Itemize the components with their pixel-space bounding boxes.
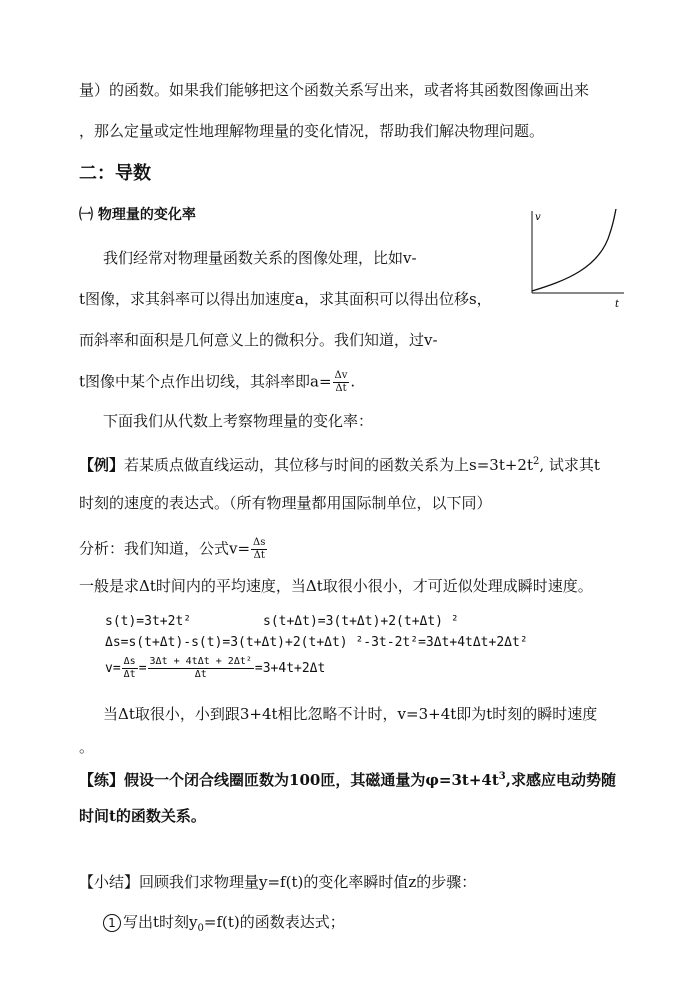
text-run: 若某质点做直线运动，其位移与时间的函数关系为上s=3t+2t [124,456,533,474]
fraction-numerator: Δs [253,537,266,548]
text-run: , 试求其t [539,456,600,474]
paragraph-line: 下面我们从代数上考察物理量的变化率： [103,412,374,430]
text-run: 假设一个闭合线圈匝数为100匝，其磁通量为φ=3t+4t [124,771,499,789]
text-run: ,求感应电动势随 [505,771,616,789]
superscript: 2 [533,456,540,467]
fraction-numerator: Δv [334,370,348,381]
fraction-denominator: Δt [333,382,350,395]
analysis-line [79,537,268,562]
math-line [105,656,325,681]
graph-y-label: v [535,212,541,223]
subscript: 0 [197,923,204,934]
graph-curve [532,209,616,291]
practice-line: 时间t的函数关系。 [79,807,206,825]
math-line: Δs=s(t+Δt)-s(t)=3(t+Δt)+2(t+Δt) ²-3t-2t²=3Δt+4tΔt+2Δt² [105,635,528,650]
paragraph-line: 而斜率和面积是几何意义上的微积分。我们知道，过v- [79,331,438,349]
example-line: 时刻的速度的表达式。（所有物理量都用国际制单位，以下同） [79,494,492,512]
paragraph-line: t图像，求其斜率可以得出加速度a，求其面积可以得出位移s， [79,290,492,308]
text-run: =f(t)的函数表达式； [203,913,345,931]
velocity-fraction [122,656,138,681]
step-line [103,912,345,939]
text-run: = [138,661,147,676]
text-run: 写出t时刻y [123,913,198,931]
math-line: s(t+Δt)=3(t+Δt)+2(t+Δt) ² [263,614,459,629]
text-run: v= [105,661,121,676]
subsection-heading: ㈠ 物理量的变化率 [79,207,196,223]
superscript: 3 [498,771,506,782]
practice-line [79,767,616,790]
math-line: s(t)=3t+2t² [105,614,192,629]
velocity-fraction [251,537,267,562]
text-run: . [350,372,356,391]
example-tag: 【例】 [79,456,125,474]
paragraph-line: 。 [79,738,95,756]
practice-tag: 【练】 [79,771,125,789]
fraction-numerator: Δs [123,656,136,667]
section-heading: 二：导数 [79,163,151,184]
text-run: 分析：我们知道，公式v= [79,539,251,558]
example-line [79,452,600,475]
fraction-numerator: 3Δt + 4tΔt + 2Δt² [149,656,252,667]
velocity-time-graph [520,203,630,311]
slope-fraction [333,370,350,395]
text-run: =3+4t+2Δt [254,661,326,676]
paragraph-line: 我们经常对物理量函数关系的图像处理，比如v- [103,249,417,267]
text-run: 回顾我们求物理量y=f(t)的变化率瞬时值z的步骤： [139,873,477,891]
paragraph-line: ，那么定量或定性地理解物理量的变化情况，帮助我们解决物理问题。 [79,122,545,140]
text-run: t图像中某个点作出切线，其斜率即a= [79,372,332,391]
fraction-denominator: Δt [251,549,267,562]
summary-line [79,872,476,892]
paragraph-line: 当Δt取很小，小到跟3+4t相比忽略不计时，v=3+4t即为t时刻的瞬时速度 [103,705,598,723]
paragraph-line: 量）的函数。如果我们能够把这个函数关系写出来，或者将其函数图像画出来 [79,81,590,99]
step-number-circle: 1 [103,914,121,932]
summary-tag: 【小结】 [79,873,140,891]
paragraph-line [79,370,355,395]
graph-x-label: t [615,299,620,310]
expansion-fraction [148,656,254,681]
fraction-denominator: Δt [123,669,136,680]
fraction-denominator: Δt [148,668,254,681]
paragraph-line: 一般是求Δt时间内的平均速度，当Δt取很小很小，才可近似处理成瞬时速度。 [79,577,593,595]
